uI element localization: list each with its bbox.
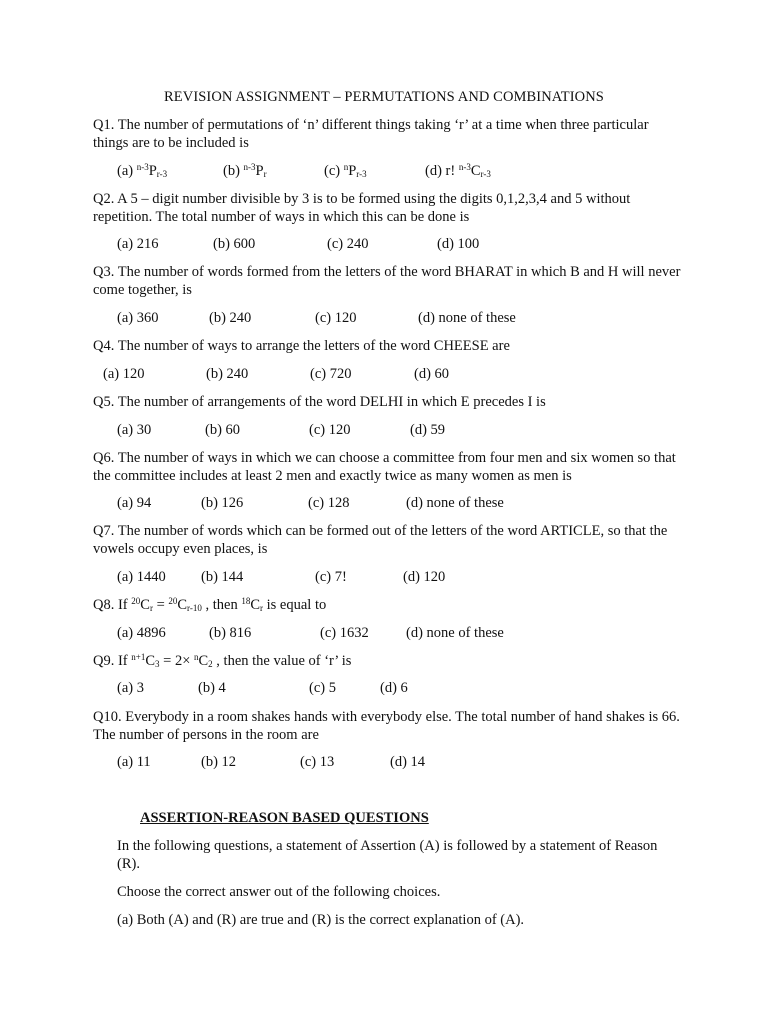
question-8: Q8. If $^{20}C_r = ^{20}C_{r-10}$ , then $^{18}C_r$ is equal to bbox=[93, 596, 327, 613]
option-b: (b) 12 bbox=[201, 754, 237, 770]
option-d: (d) 60 bbox=[414, 366, 450, 382]
question-4: Q4. The number of ways to arrange the letters of the word CHEESE are bbox=[93, 338, 510, 354]
option-b: (b) 600 bbox=[213, 236, 256, 252]
question-1: Q1. The number of permutations of ‘n’ different things taking ‘r’ at a time when three particular things are to be included is bbox=[93, 117, 649, 151]
page-title: REVISION ASSIGNMENT – PERMUTATIONS AND COMBINATIONS bbox=[164, 89, 604, 105]
option-a: (a) 3 bbox=[117, 680, 144, 696]
question-5: Q5. The number of arrangements of the word DELHI in which E precedes I is bbox=[93, 394, 546, 410]
option-a: (a) 216 bbox=[117, 236, 159, 252]
question-10: Q10. Everybody in a room shakes hands with everybody else. The total number of hand shakes is 66. The number of persons in the room are bbox=[93, 709, 680, 743]
question-5-options bbox=[117, 421, 717, 439]
option-a: (a) 94 bbox=[117, 495, 152, 511]
option-d: (d) 14 bbox=[390, 754, 426, 770]
option-b: (b) 4 bbox=[198, 680, 226, 696]
option-c: (c) 128 bbox=[308, 495, 350, 511]
option-b: (b) 240 bbox=[209, 310, 252, 326]
question-4-options bbox=[103, 365, 703, 383]
option-b: (b) 240 bbox=[206, 366, 249, 382]
question-3-options bbox=[117, 309, 717, 327]
option-b: (b) 60 bbox=[205, 422, 241, 438]
question-6-options bbox=[117, 494, 717, 512]
question-1-options bbox=[117, 162, 717, 180]
option-a: (a) 11 bbox=[117, 754, 151, 770]
option-a: (a) 120 bbox=[103, 366, 145, 382]
option-d: (d) none of these bbox=[418, 310, 516, 326]
option-c: (c) 120 bbox=[315, 310, 357, 326]
option-c: (c) 240 bbox=[327, 236, 369, 252]
option-a: (a) 30 bbox=[117, 422, 152, 438]
section-intro: In the following questions, a statement of Assertion (A) is followed by a statement of Reason (R). bbox=[117, 838, 658, 872]
question-3: Q3. The number of words formed from the letters of the word BHARAT in which B and H will never come together, is bbox=[93, 264, 681, 298]
option-d: (d) none of these bbox=[406, 625, 504, 641]
question-9-options bbox=[117, 679, 717, 697]
option-d: (d) 120 bbox=[403, 569, 446, 585]
option-a: (a) $^{n-3}P_{r-3}$ bbox=[117, 162, 168, 179]
option-b: (b) $^{n-3}P_r$ bbox=[223, 162, 267, 179]
question-9: Q9. If $^{n+1}C_3 = 2\times ^nC_2$ , then the value of ‘r’ is bbox=[93, 652, 352, 669]
option-c: (c) 720 bbox=[310, 366, 352, 382]
section-instruction: Choose the correct answer out of the following choices. bbox=[117, 884, 441, 900]
option-a: (a) 1440 bbox=[117, 569, 166, 585]
section-heading: ASSERTION-REASON BASED QUESTIONS bbox=[140, 810, 429, 826]
option-d: (d) 100 bbox=[437, 236, 480, 252]
option-c: (c) 5 bbox=[309, 680, 336, 696]
option-d: (d) r! $^{n-3}C_{r-3}$ bbox=[425, 162, 491, 179]
option-d: (d) none of these bbox=[406, 495, 504, 511]
option-c: (c) 13 bbox=[300, 754, 335, 770]
option-b: (b) 816 bbox=[209, 625, 252, 641]
option-b: (b) 126 bbox=[201, 495, 244, 511]
question-7-options bbox=[117, 568, 717, 586]
option-c: (c) 120 bbox=[309, 422, 351, 438]
question-10-options bbox=[117, 753, 717, 771]
option-a: (a) 4896 bbox=[117, 625, 166, 641]
option-c: (c) $^nP_{r-3}$ bbox=[324, 162, 367, 179]
question-6: Q6. The number of ways in which we can choose a committee from four men and six women so that the committee includes at least 2 men and exactly twice as many women as men is bbox=[93, 450, 676, 484]
option-c: (c) 1632 bbox=[320, 625, 369, 641]
choice-a: (a) Both (A) and (R) are true and (R) is the correct explanation of (A). bbox=[117, 912, 525, 928]
option-d: (d) 59 bbox=[410, 422, 446, 438]
question-7: Q7. The number of words which can be formed out of the letters of the word ARTICLE, so that the vowels occupy even places, is bbox=[93, 523, 668, 557]
question-2-options bbox=[117, 235, 717, 253]
question-2: Q2. A 5 – digit number divisible by 3 is to be formed using the digits 0,1,2,3,4 and 5 without repetition. The total number of ways in which this can be done is bbox=[93, 191, 631, 225]
option-a: (a) 360 bbox=[117, 310, 159, 326]
option-d: (d) 6 bbox=[380, 680, 408, 696]
question-8-options bbox=[117, 624, 717, 642]
option-b: (b) 144 bbox=[201, 569, 244, 585]
option-c: (c) 7! bbox=[315, 569, 347, 585]
